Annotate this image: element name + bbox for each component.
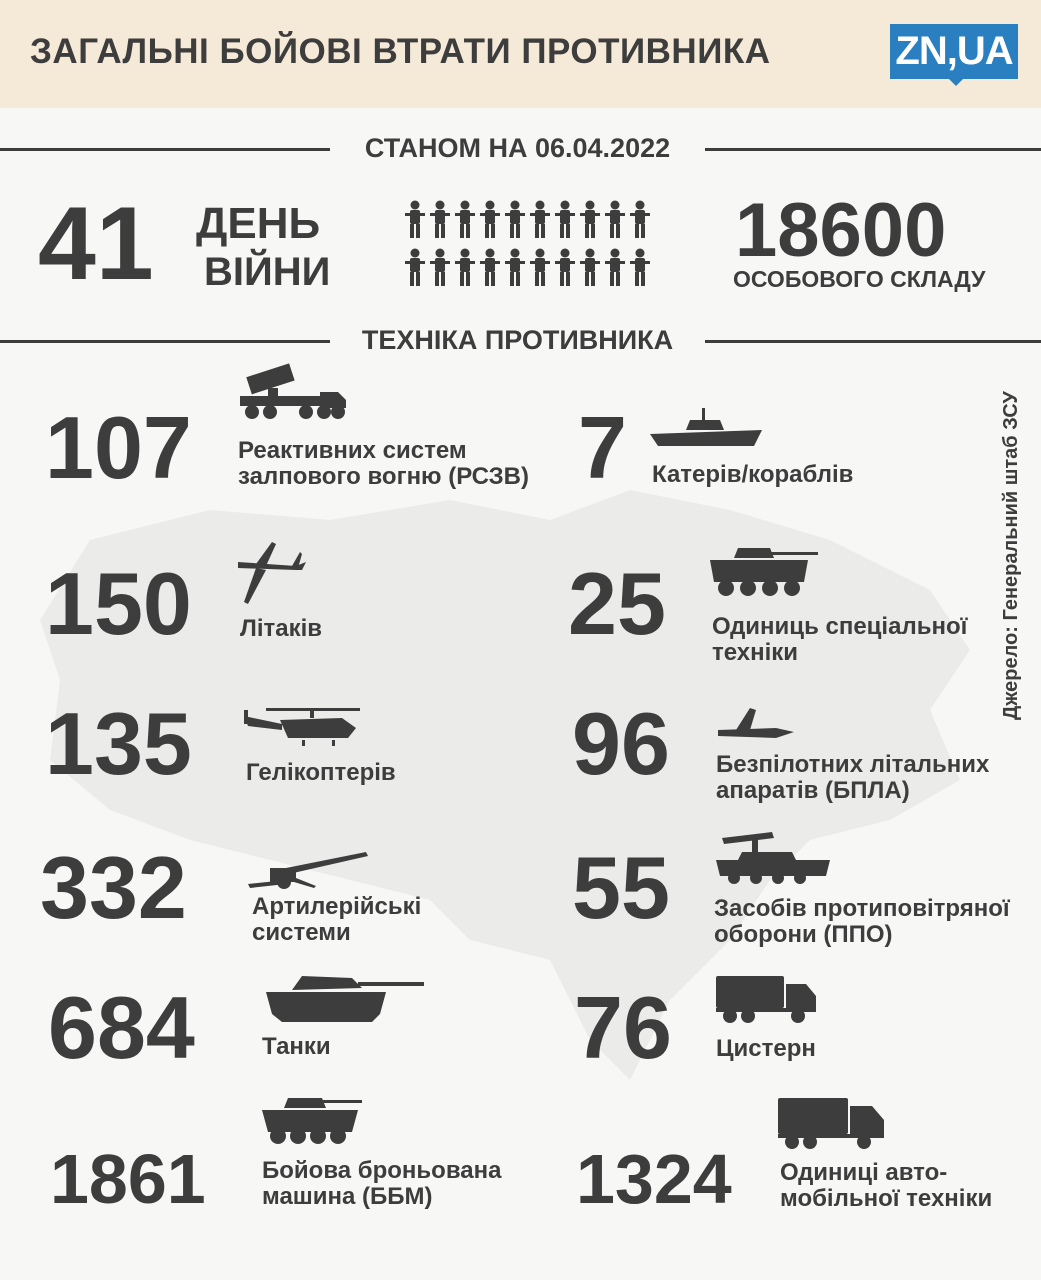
artillery-count: 332 [40,838,187,937]
truck-label-2: мобільної техніки [780,1185,993,1212]
logo-tail [946,76,966,86]
fuel-truck-icon [714,974,818,1024]
date-rule-right [705,148,1041,151]
apc-label-1: Бойова броньована [262,1157,502,1184]
apc-label-2: машина (ББМ) [262,1183,433,1210]
air-defense-count: 55 [572,838,670,937]
soldiers-icon [405,198,660,290]
ship-label: Катерів/кораблів [652,461,854,488]
drone-count: 96 [572,694,670,793]
air-defense-icon [712,828,836,886]
tank-count: 684 [48,978,195,1077]
equipment-label: ТЕХНІКА ПРОТИВНИКА [361,325,674,355]
ship-icon [650,406,762,448]
artillery-label-2: системи [252,919,351,946]
special-vehicle-label-1: Одиниць спеціальної [712,613,968,640]
drone-label-1: Безпілотних літальних [716,751,990,778]
source-note: Джерело: Генеральний штаб ЗСУ [1000,391,1022,720]
page-title: ЗАГАЛЬНІ БОЙОВІ ВТРАТИ ПРОТИВНИКА [30,32,771,71]
truck-count: 1324 [576,1140,732,1218]
aircraft-count: 150 [45,554,192,653]
war-days-count: 41 [38,186,154,302]
artillery-label-1: Артилерійські [252,893,422,920]
personnel-count: 18600 [735,188,947,273]
special-vehicle-label-2: техніки [712,639,799,666]
mlrs-count: 107 [45,398,192,497]
fuel-truck-label: Цистерн [716,1035,816,1062]
mlrs-label-1: Реактивних систем [238,437,467,464]
fuel-truck-count: 76 [574,978,672,1077]
equipment-rule-right [705,340,1041,343]
truck-icon [776,1096,886,1150]
helicopter-icon [242,704,360,748]
drone-label-2: апаратів (БПЛА) [716,777,910,804]
ship-count: 7 [578,398,627,497]
air-defense-label-2: оборони (ППО) [714,921,893,948]
truck-label-1: Одиниці авто- [780,1159,948,1186]
aircraft-label: Літаків [240,615,323,642]
air-defense-label-1: Засобів протиповітряної [714,895,1010,922]
mlrs-icon [238,362,348,424]
apc-count: 1861 [50,1140,206,1218]
date-label: СТАНОМ НА 06.04.2022 [364,133,671,163]
helicopter-label: Гелікоптерів [246,759,396,786]
tank-label: Танки [262,1033,331,1060]
personnel-label: ОСОБОВОГО СКЛАДУ [733,266,986,292]
war-days-label-1: ДЕНЬ [196,199,321,248]
helicopter-count: 135 [45,694,192,793]
mlrs-label-2: залпового вогню (РСЗВ) [238,463,529,490]
war-days-label-2: ВІЙНИ [204,250,331,294]
special-vehicle-count: 25 [568,554,666,653]
drone-icon [716,706,796,742]
aircraft-icon [236,540,308,606]
special-vehicle-icon [708,546,820,602]
tank-icon [262,972,426,1024]
equipment-rule-left [0,340,330,343]
apc-icon [260,1094,364,1150]
artillery-icon [246,850,370,890]
date-rule-left [0,148,330,151]
zn-ua-logo[interactable]: ZN,UA [890,24,1018,79]
